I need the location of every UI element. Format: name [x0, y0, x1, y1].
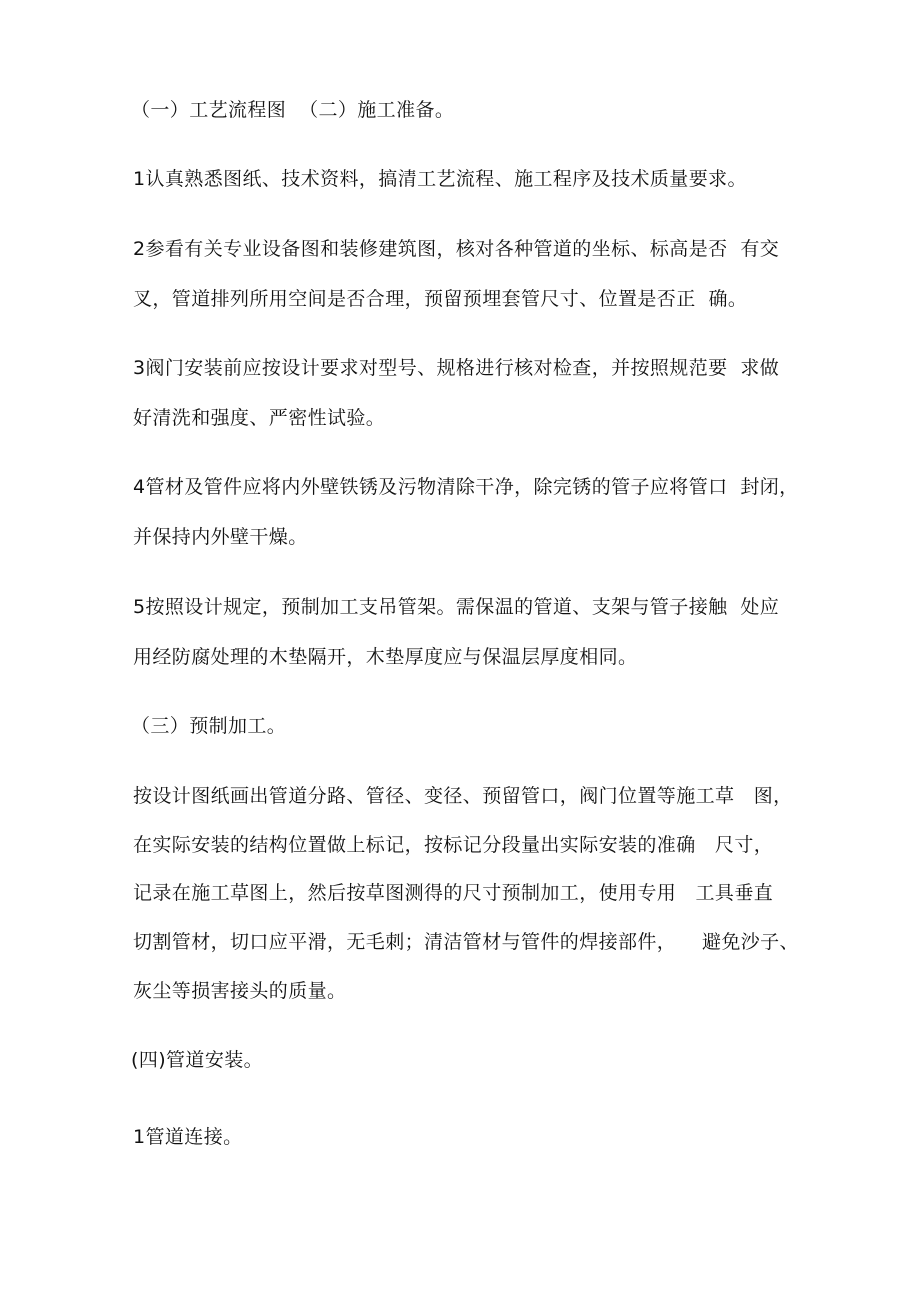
prep-item-1-line-1: 1认真熟悉图纸、技术资料，搞清工艺流程、施工程序及技术质量要求。: [133, 168, 747, 190]
prefab-paragraph-line-1: 按设计图纸画出管道分路、管径、变径、预留管口，阀门位置等施工草 图，: [133, 785, 793, 807]
prefab-paragraph-line-3: 记录在施工草图上，然后按草图测得的尺寸预制加工，使用专用 工具垂直: [133, 882, 774, 904]
prefab-paragraph-line-4: 切割管材，切口应平滑，无毛刺；清洁管材与管件的焊接部件， 避免沙子、: [133, 931, 799, 953]
section-heading-pipe-installation: (四)管道安装。: [131, 1049, 264, 1071]
section-heading-process-and-prep: （一）工艺流程图 （二）施工准备。: [131, 99, 455, 121]
prep-item-3-line-2: 好清洗和强度、严密性试验。: [133, 407, 386, 429]
prep-item-2-line-1: 2参看有关专业设备图和装修建筑图，核对各种管道的坐标、标高是否 有交: [133, 238, 780, 260]
section-heading-prefabrication: （三）预制加工。: [131, 715, 287, 737]
prep-item-3-line-1: 3阀门安装前应按设计要求对型号、规格进行核对检查，并按照规范要 求做: [133, 357, 780, 379]
prefab-paragraph-line-5: 灰尘等损害接头的质量。: [133, 980, 347, 1002]
prefab-paragraph-line-2: 在实际安装的结构位置做上标记，按标记分段量出实际安装的准确 尺寸，: [133, 834, 774, 856]
prep-item-5-line-1: 5按照设计规定，预制加工支吊管架。需保温的管道、支架与管子接触 处应: [133, 596, 780, 618]
prep-item-2-line-2: 叉，管道排列所用空间是否合理，预留预埋套管尺寸、位置是否正 确。: [133, 288, 748, 310]
prep-item-4-line-1: 4管材及管件应将内外壁铁锈及污物清除干净，除完锈的管子应将管口 封闭，: [133, 476, 799, 498]
installation-item-1: 1管道连接。: [133, 1126, 243, 1148]
prep-item-5-line-2: 用经防腐处理的木垫隔开，木垫厚度应与保温层厚度相同。: [133, 646, 638, 668]
prep-item-4-line-2: 并保持内外壁干燥。: [133, 526, 308, 548]
